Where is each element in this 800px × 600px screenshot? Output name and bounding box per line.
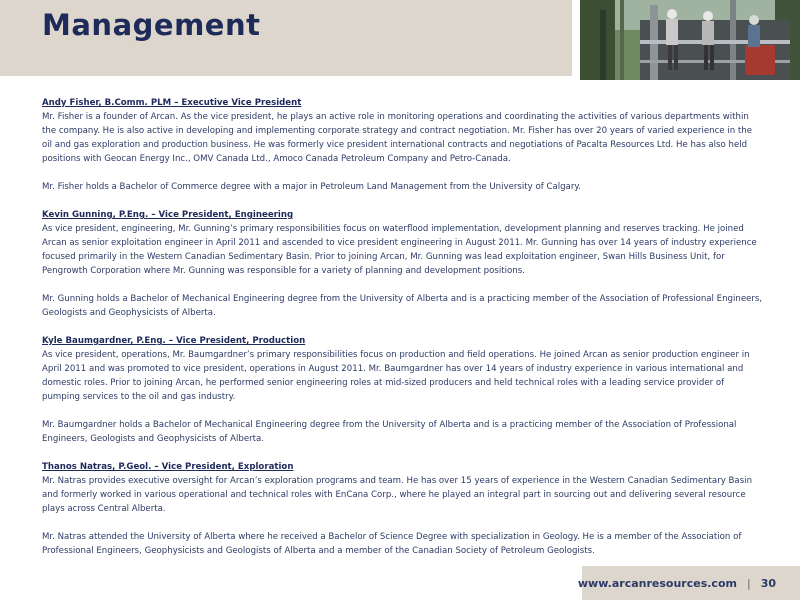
management-bios [42, 96, 764, 572]
footer-band [577, 566, 800, 600]
page-number: 30 [760, 576, 776, 590]
bio-thanos-natras [42, 460, 764, 558]
bio-paragraph: Mr. Natras provides executive oversight for Arcan’s exploration programs and team. He has over 15 years of experience in the Western Canadian Sedimentary Basin and formerly worked in various operational and technical roles with EnCana Corp., where he played an integral part in sourcing out and delivering several resource plays across Central Alberta. [42, 476, 753, 514]
bio-paragraph: As vice president, engineering, Mr. Gunning’s primary responsibilities focus on waterflood implementation, development planning and reserves tracking. He joined Arcan as senior exploitation engineer in April 2011 and ascended to vice president engineering in August 2011. Mr. Gunning has over 14 years of industry experience focused primarily in the Western Canadian Sedimentary Basin. Prior to joining Arcan, Mr. Gunning was lead exploitation engineer, Swan Hills Business Unit, for Pengrowth Corporation where Mr. Gunning was responsible for a variety of planning and development positions. [42, 224, 757, 276]
bio-paragraph: Mr. Fisher is a founder of Arcan. As the vice president, he plays an active role in monitoring operations and coordinating the activities of various departments within the company. He is also active in developing and implementing corporate strategy and contract negotiation. Mr. Fisher has over 20 years of varied experience in the oil and gas exploration and production business. He was formerly vice president international contracts and negotiations of Pacalta Resources Ltd. He has also held positions with Geocan Energy Inc., OMV Canada Ltd., Amoco Canada Petroleum Company and Petro-Canada. [42, 112, 752, 164]
bio-paragraph: Mr. Baumgardner holds a Bachelor of Mechanical Engineering degree from the University of Alberta and is a practicing member of the Association of Professional Engineers, Geologists and Geophysicists of Alberta. [42, 420, 737, 444]
bio-paragraph: Mr. Gunning holds a Bachelor of Mechanical Engineering degree from the University of Alberta and is a practicing member of the Association of Professional Engineers, Geologists and Geophysicists of Alberta. [42, 294, 763, 318]
footer-separator: | [746, 576, 751, 590]
bio-andy-fisher [42, 96, 764, 194]
bio-paragraph: Mr. Fisher holds a Bachelor of Commerce degree with a major in Petroleum Land Management from the University of Calgary. [42, 182, 581, 192]
header-band [0, 0, 572, 76]
header-photo [580, 0, 800, 80]
page-title: Management [42, 8, 261, 42]
bio-kevin-gunning [42, 208, 764, 320]
bio-heading: Kevin Gunning, P.Eng. – Vice President, Engineering [42, 210, 294, 220]
bio-kyle-baumgardner [42, 334, 764, 446]
bio-heading: Andy Fisher, B.Comm. PLM – Executive Vice President [42, 98, 302, 108]
bio-paragraph: Mr. Natras attended the University of Alberta where he received a Bachelor of Science Degree with specialization in Geology. He is a member of the Association of Professional Engineers, Geophysicists and Geologists of Alberta and a member of the Canadian Society of Petroleum Geologists. [42, 532, 742, 556]
bio-paragraph: As vice president, operations, Mr. Baumgardner’s primary responsibilities focus on production and field operations. He joined Arcan as senior production engineer in April 2011 and was promoted to vice president, operations in August 2011. Mr. Baumgardner has over 14 years of industry experience in various international and domestic roles. Prior to joining Arcan, he performed senior engineering roles at mid-sized producers and held technical roles with a leading service provider of pumping services to the oil and gas industry. [42, 350, 750, 402]
bio-heading: Kyle Baumgardner, P.Eng. – Vice President, Production [42, 336, 306, 346]
bio-heading: Thanos Natras, P.Geol. – Vice President, Exploration [42, 462, 294, 472]
oilfield-workers-image [580, 0, 800, 80]
website-link[interactable]: www.arcanresources.com [577, 576, 737, 590]
